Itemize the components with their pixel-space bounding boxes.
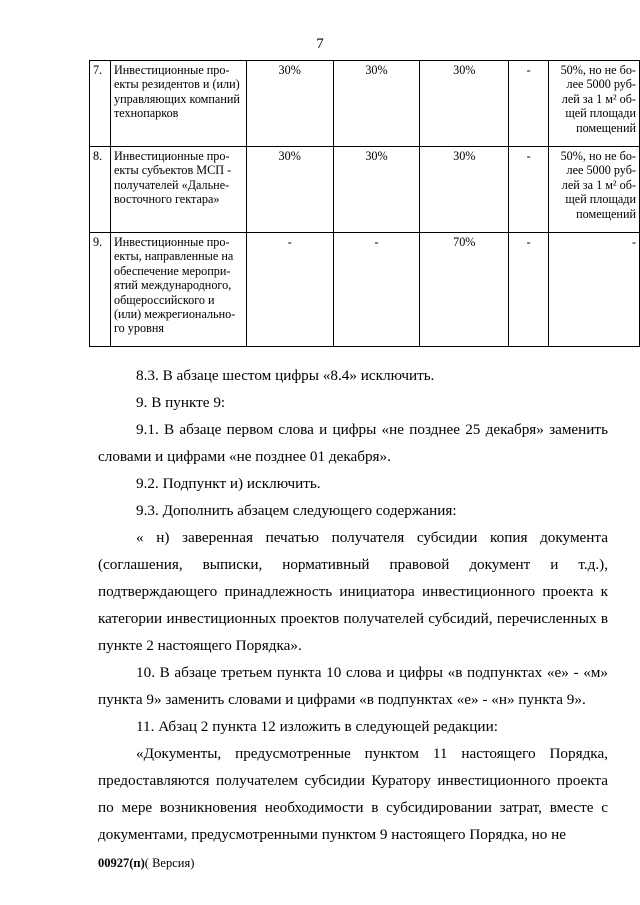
document-body <box>98 362 608 848</box>
paragraph-n-quote: « н) заверенная печатью получателя субсидии копия документа (соглашения, выписки, нормативный правовой документ и т.д.), подтверждающего принадлежность инициатора инвестиционного проекта к категории инвестиционных проектов получателей субсидий, перечисленных в пункте 2 настоящего Порядка». <box>98 529 608 654</box>
paragraph-9: 9. В пункте 9: <box>136 394 226 411</box>
table-row <box>90 233 640 347</box>
page-number: 7 <box>316 36 324 52</box>
rate-cell: - <box>509 233 549 347</box>
paragraph-8-3: 8.3. В абзаце шестом цифры «8.4» исключить. <box>136 367 435 384</box>
rate-cell: - <box>509 61 549 147</box>
rate-cell: 30% <box>246 61 333 147</box>
project-category: Инвестиционные про-екты, направленные на обеспечение меропри-ятий международного, общероссийского и (или) межрегионально-го уровня <box>110 233 246 347</box>
rate-cell: - <box>333 233 420 347</box>
rate-cell: - <box>509 147 549 233</box>
rate-cell: 30% <box>420 147 509 233</box>
table-row <box>90 61 640 147</box>
rate-cell: 30% <box>333 61 420 147</box>
rate-limit-cell: - <box>549 233 640 347</box>
rate-cell: 30% <box>246 147 333 233</box>
rate-limit-cell: 50%, но не бо-лее 5000 руб-лей за 1 м² об-щей площади помещений <box>549 147 640 233</box>
row-number: 9. <box>90 233 111 347</box>
document-footer <box>98 856 194 871</box>
paragraph-10: 10. В абзаце третьем пункта 10 слова и цифры «в подпунктах «е» - «м» пункта 9» заменить словами и цифрами «в подпунктах «е» - «н» пункта 9». <box>98 664 608 708</box>
paragraph-9-3: 9.3. Дополнить абзацем следующего содержания: <box>136 502 457 519</box>
rate-limit-cell: 50%, но не бо-лее 5000 руб-лей за 1 м² об-щей площади помещений <box>549 61 640 147</box>
row-number: 8. <box>90 147 111 233</box>
paragraph-9-2: 9.2. Подпункт и) исключить. <box>136 475 321 492</box>
table-row <box>90 147 640 233</box>
rate-cell: - <box>246 233 333 347</box>
row-number: 7. <box>90 61 111 147</box>
rate-cell: 70% <box>420 233 509 347</box>
document-version: ( Версия) <box>144 856 195 870</box>
paragraph-documents-quote: «Документы, предусмотренные пунктом 11 настоящего Порядка, предоставляются получателем субсидии Куратору инвестиционного проекта по мере возникновения необходимости в субсидировании затрат, вместе с документами, предусмотренными пунктом 9 настоящего Порядка, но не <box>98 745 608 843</box>
investment-table <box>89 60 640 347</box>
project-category: Инвестиционные про-екты субъектов МСП - получателей «Дальне-восточного гектара» <box>110 147 246 233</box>
rate-cell: 30% <box>420 61 509 147</box>
project-category: Инвестиционные про-екты резидентов и (или) управляющих компаний технопарков <box>110 61 246 147</box>
rate-cell: 30% <box>333 147 420 233</box>
paragraph-11: 11. Абзац 2 пункта 12 изложить в следующей редакции: <box>136 718 498 735</box>
document-code: 00927(п) <box>98 856 145 870</box>
paragraph-9-1: 9.1. В абзаце первом слова и цифры «не позднее 25 декабря» заменить словами и цифрами «не позднее 01 декабря». <box>98 421 608 465</box>
